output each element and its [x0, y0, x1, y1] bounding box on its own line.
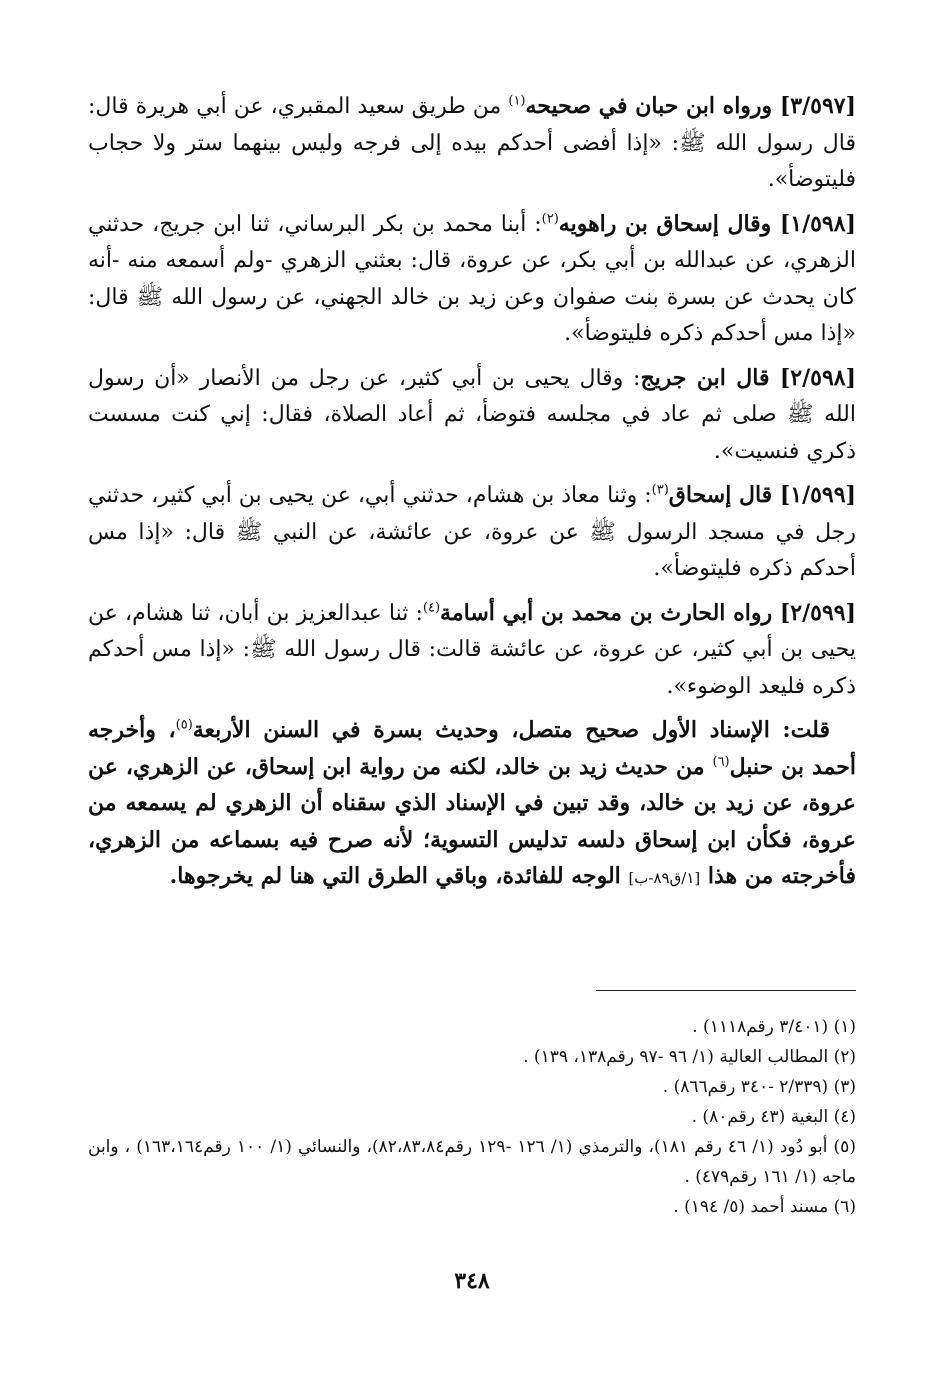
footnote-5: (٥) أبو دُود (١/ ٤٦ رقم ١٨١)، والترمذي (١/ ١٢٦ -١٢٩ رقم٨٢،٨٣،٨٤)، والنسائي (١/ ١٠٠ رقم١٦٣،١٦٤) ، وابن ماجه (١/ ١٦١ رقم٤٧٩) .	[88, 1137, 856, 1187]
hadith-paragraph-598-2	[88, 360, 856, 471]
comment-text: ، وأخرجه أحمد بن حنبل	[88, 717, 856, 780]
hadith-text: : وثنا معاذ بن هشام، حدثني أبي، عن يحيى بن أبي كثير، حدثني رجل في مسجد الرسول ﷺ عن عروة، عن عائشة، عن النبي ﷺ قال: «إذا مس أحدكم ذكره فليتوضأ».	[88, 483, 856, 581]
footnote-ref-6: (٦)	[712, 754, 730, 770]
hadith-paragraph-599-2	[88, 595, 856, 706]
footnote-2: (٢) المطالب العالية (١/ ٩٦ -٩٧ رقم١٣٨، ١٣٩) .	[523, 1047, 856, 1067]
footnote-6: (٦) مسند أحمد (٥/ ١٩٤) .	[673, 1197, 856, 1217]
page-number: ٣٤٨	[454, 1268, 490, 1294]
author-comment	[88, 712, 856, 897]
hadith-heading: [٢/٥٩٨] قال ابن جريج	[640, 364, 857, 391]
hadith-text: : وقال يحيى بن أبي كثير، عن رجل من الأنصار «أن رسول الله ﷺ صلى ثم عاد في مجلسه فتوضأ، ثم أعاد الصلاة، فقال: إني كنت مسست ذكري فنسيت».	[88, 365, 856, 464]
footnote-ref-2: (٢)	[541, 211, 559, 227]
hadith-text: : ثنا عبدالعزيز بن أبان، ثنا هشام، عن يحيى بن أبي كثير، عن عروة، عن عائشة قالت: قال رسول الله ﷺ: «إذا مس أحدكم ذكره فليعد الوضوء».	[88, 600, 856, 699]
footnotes	[88, 1012, 856, 1222]
footnote-ref-4: (٤)	[422, 600, 441, 616]
footnote-ref-3: (٣)	[651, 482, 669, 498]
comment-text: من حديث زيد بن خالد، لكنه من رواية ابن إسحاق، عن الزهري، عن عروة، عن زيد بن خالد، وقد تبين في الإسناد الذي سقناه أن الزهري لم يسمعه من عروة، فكأن ابن إسحاق دلسه تدليس التسوية؛ لأنه صرح فيه بسماعه من الزهري، فأخرجته من هذا	[88, 753, 856, 889]
footnote-1: (١) (٣/٤٠١ رقم١١١٨) .	[692, 1017, 856, 1037]
comment-text: الوجه للفائدة، وباقي الطرق التي هنا لم يخرجوها.	[169, 863, 629, 889]
footnote-3: (٣) (٢/٣٣٩ -٣٤٠ رقم٨٦٦) .	[662, 1077, 856, 1097]
footnote-separator	[596, 990, 856, 991]
hadith-heading: [١/٥٩٨] وقال إسحاق بن راهويه	[558, 210, 856, 237]
hadith-paragraph-599-1	[88, 477, 856, 588]
hadith-heading: [٣/٥٩٧] ورواه ابن حبان في صحيحه	[525, 93, 857, 119]
hadith-paragraph-598-1	[88, 206, 856, 353]
hadith-text: : أبنا محمد بن بكر البرساني، ثنا ابن جريج، حدثني الزهري، عن عبدالله بن أبي بكر، عن عروة، قال: بعثني الزهري -ولم أسمعه منه -أنه كان يحدث عن بسرة بنت صفوان وعن زيد بن خالد الجهني، عن رسول الله ﷺ قال: «إذا مس أحدكم ذكره فليتوضأ».	[88, 211, 856, 346]
hadith-heading: [٢/٥٩٩] رواه الحارث بن محمد بن أبي أسامة	[440, 599, 857, 626]
footnote-4: (٤) البغية (٤٣ رقم٨٠) .	[691, 1107, 856, 1127]
hadith-heading: [١/٥٩٩] قال إسحاق	[668, 482, 856, 508]
hadith-text: من طريق سعيد المقبري، عن أبي هريرة قال: قال رسول الله ﷺ: «إذا أفضى أحدكم بيده إلى فرجه وليس بينهما ستر ولا حجاب فليتوضأ».	[88, 94, 856, 192]
book-page	[88, 88, 856, 1377]
footnote-ref-5: (٥)	[175, 717, 193, 733]
footnote-ref-1: (١)	[508, 93, 526, 109]
hadith-paragraph-597-3	[88, 88, 856, 199]
manuscript-folio-marker: [١/ق٨٩-ب]	[628, 869, 701, 887]
comment-text: قلت: الإسناد الأول صحيح متصل، وحديث بسرة في السنن الأربعة	[192, 717, 830, 743]
